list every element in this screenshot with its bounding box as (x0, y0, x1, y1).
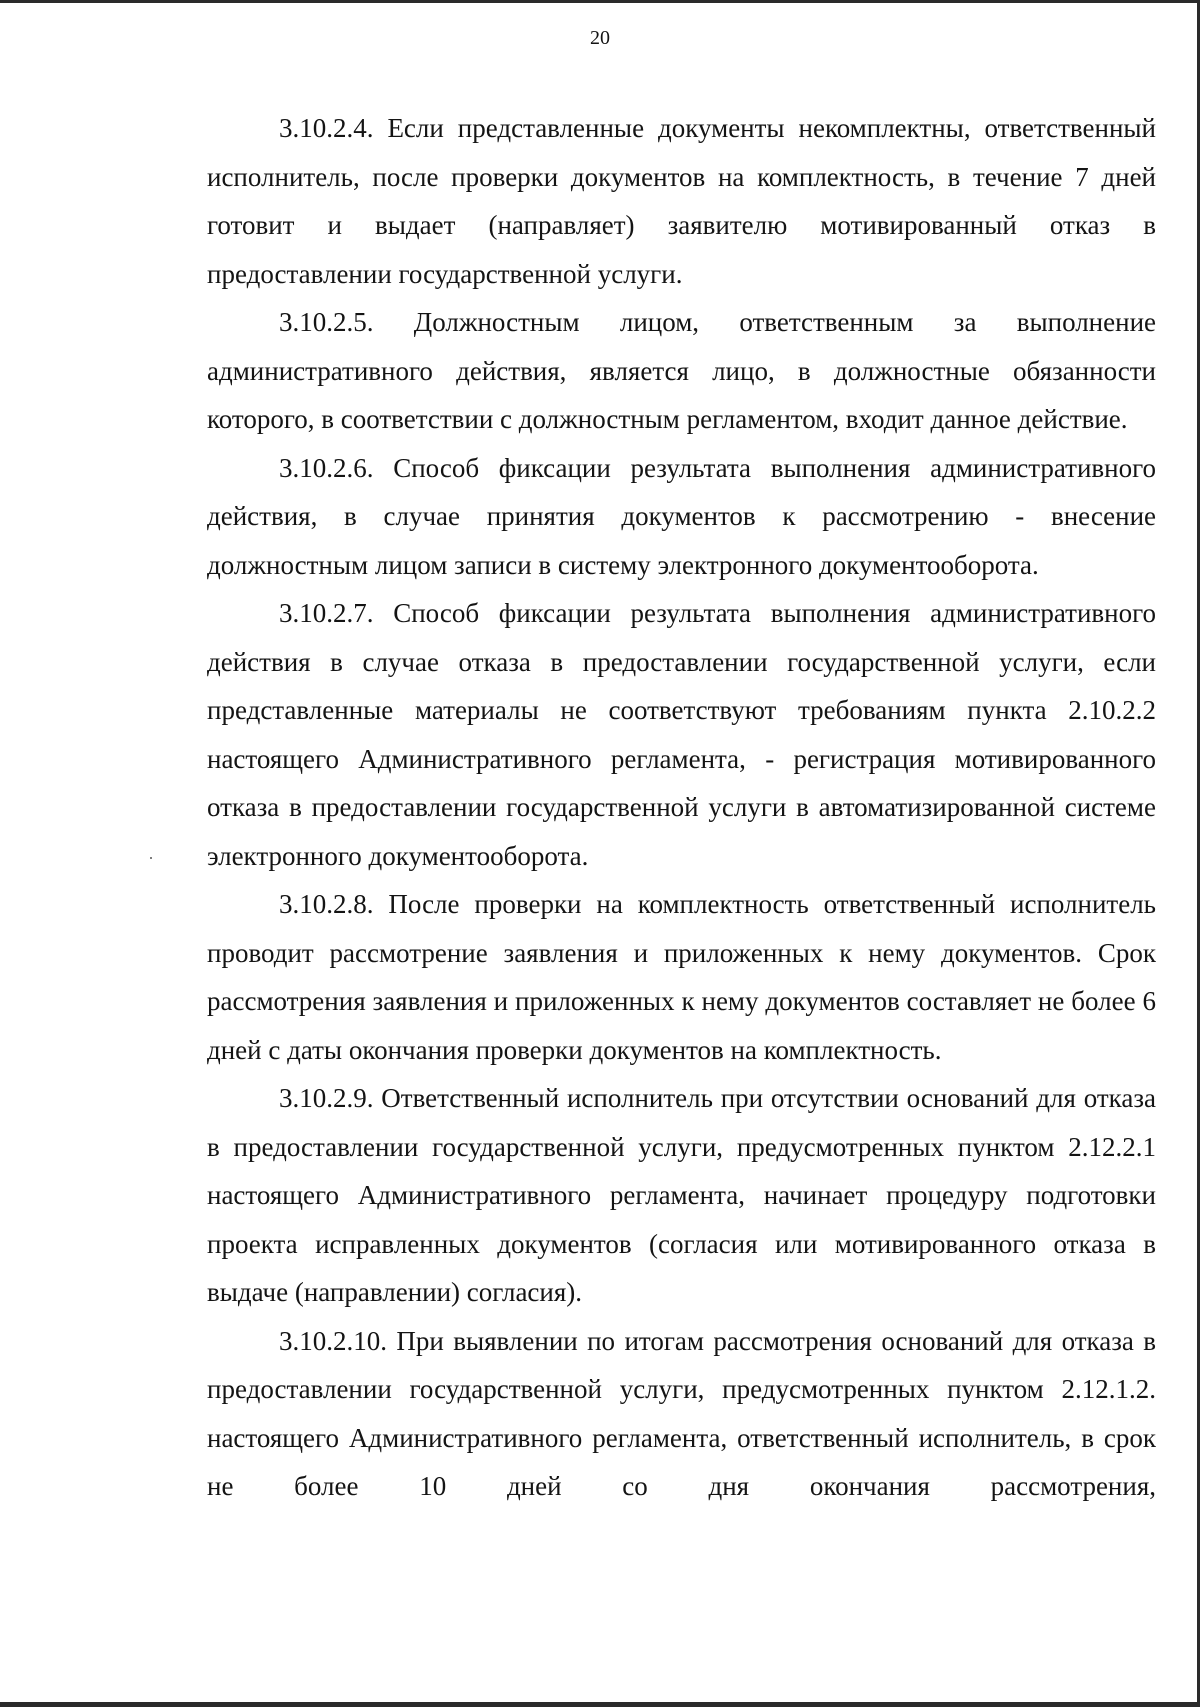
paragraph-3-10-2-10 (207, 1317, 1156, 1511)
document-body (207, 104, 1156, 1511)
paragraph-text: При выявлении по итогам рассмотрения оснований для отказа в предоставлении государственной услуги, предусмотренных пунктом 2.12.1.2. настоящего Административного регламента, ответственный исполнитель, в срок не более 10 дней со дня окончания рассмотрения, (207, 1325, 1157, 1501)
paragraph-number: 3.10.2.6. (279, 452, 374, 483)
scan-edge-bottom (0, 1702, 1200, 1707)
paragraph-number: 3.10.2.9. (279, 1083, 374, 1113)
page-number: 20 (590, 27, 610, 49)
paragraph-3-10-2-7 (207, 589, 1156, 880)
paragraph-number: 3.10.2.7. (279, 598, 374, 628)
paragraph-text: Если представленные документы некомплектны, ответственный исполнитель, после проверки документов на комплектность, в течение 7 дней готовит и выдает (направляет) заявителю мотивированный отказ в предоставлении государственной услуги. (207, 113, 1156, 289)
scan-edge-top (0, 0, 1200, 3)
paragraph-3-10-2-4 (207, 104, 1156, 298)
paragraph-3-10-2-5 (207, 298, 1156, 444)
paragraph-text: Способ фиксации результата выполнения административного действия в случае отказа в предоставлении государственной услуги, если представленные материалы не соответствуют требованиям пункта 2.10.2.2 настоящего Административного регламента, - регистрация мотивированного отказа в предоставлении государственной услуги в автоматизированной системе электронного документооборота. (207, 598, 1156, 871)
scan-speck (150, 857, 152, 859)
paragraph-number: 3.10.2.10. (279, 1325, 387, 1356)
paragraph-3-10-2-9 (207, 1074, 1156, 1317)
paragraph-number: 3.10.2.8. (279, 889, 374, 919)
paragraph-3-10-2-6 (207, 444, 1156, 590)
paragraph-3-10-2-8 (207, 880, 1156, 1074)
paragraph-text: После проверки на комплектность ответственный исполнитель проводит рассмотрение заявления и приложенных к нему документов. Срок рассмотрения заявления и приложенных к нему документов составляет не более 6 дней с даты окончания проверки документов на комплектность. (207, 889, 1156, 1065)
paragraph-number: 3.10.2.5. (279, 307, 374, 337)
paragraph-text: Ответственный исполнитель при отсутствии оснований для отказа в предоставлении государственной услуги, предусмотренных пунктом 2.12.2.1 настоящего Административного регламента, начинает процедуру подготовки проекта исправленных документов (согласия или мотивированного отказа в выдаче (направлении) согласия). (207, 1083, 1156, 1307)
paragraph-number: 3.10.2.4. (279, 113, 374, 143)
paragraph-text: Способ фиксации результата выполнения административного действия, в случае принятия документов к рассмотрению - внесение должностным лицом записи в систему электронного документооборота. (207, 452, 1156, 580)
paragraph-text: Должностным лицом, ответственным за выполнение административного действия, является лицо, в должностные обязанности которого, в соответствии с должностным регламентом, входит данное действие. (207, 307, 1156, 434)
